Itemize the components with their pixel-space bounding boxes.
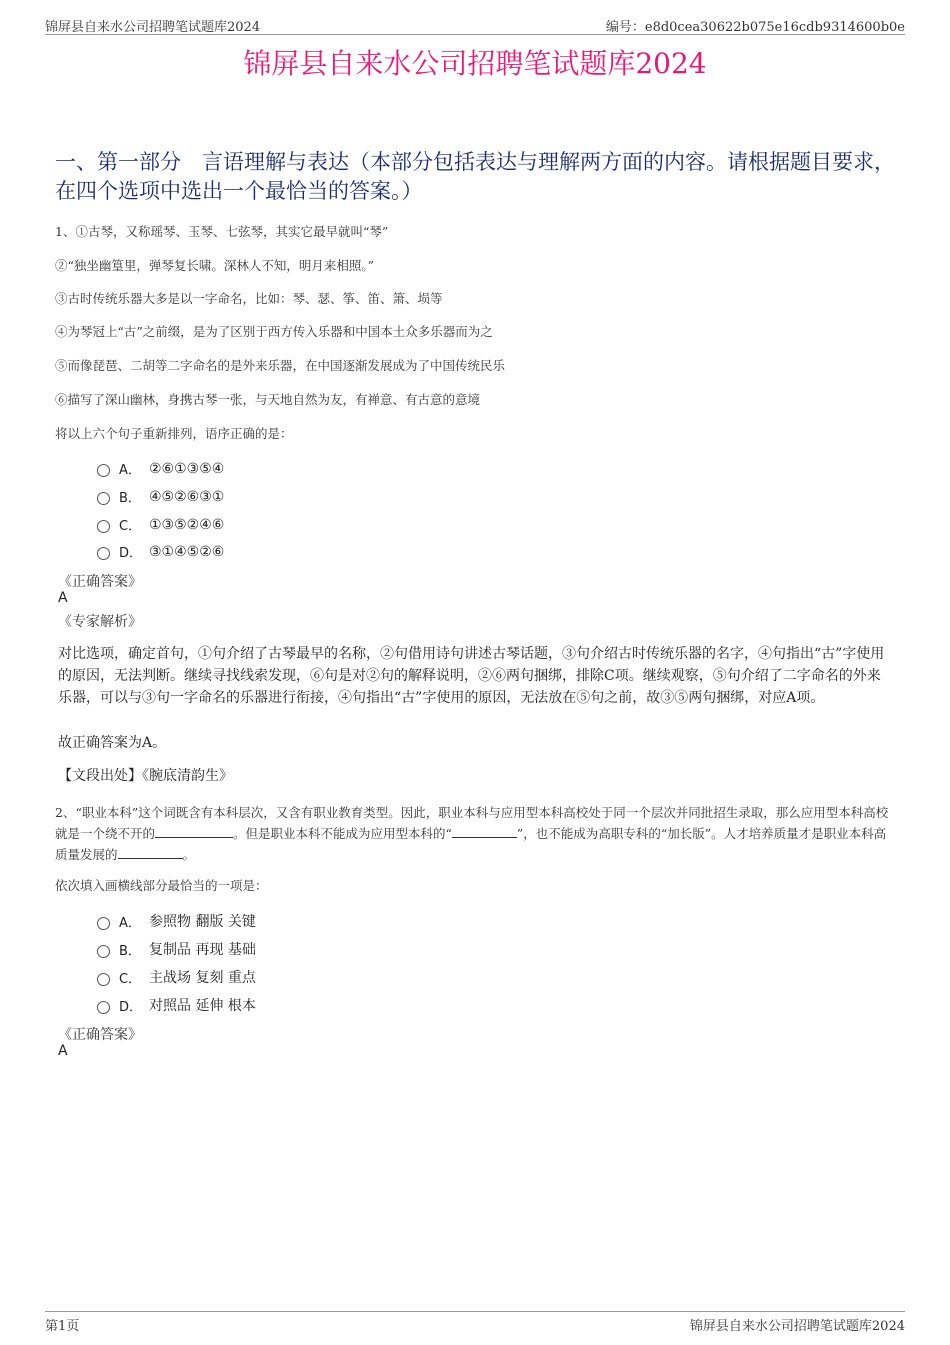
q2-blank-2 [452,827,517,838]
option-letter: A． [119,463,141,478]
q1-source: 【文段出处】《腕底清韵生》 [58,768,233,784]
q1-line-1: 1、①古琴，又称瑶琴、玉琴、七弦琴，其实它最早就叫“琴” [55,224,389,239]
q1-analysis-label: 《专家解析》 [58,614,142,630]
footer-title: 锦屏县自来水公司招聘笔试题库2024 [689,1319,905,1334]
option-letter: C． [119,971,142,987]
radio-icon[interactable] [97,945,110,958]
q1-line-4: ④为琴冠上“古”之前缀，是为了区别于西方传入乐器和中国本土众多乐器而为之 [55,324,493,339]
option-letter: B． [119,491,141,506]
option-letter: D． [119,546,143,561]
option-text: 复制品 再现 基础 [149,942,256,958]
option-text: ④⑤②⑥③① [149,488,225,505]
q2-text-d: 。 [182,847,196,862]
q1-line-5: ⑤而像琵琶、二胡等二字命名的是外来乐器，在中国逐渐发展成为了中国传统民乐 [55,358,506,373]
q2-option-a[interactable] [97,911,256,931]
q1-answer: A [58,590,68,606]
header-title: 锦屏县自来水公司招聘笔试题库2024 [45,20,261,35]
radio-icon[interactable] [97,1001,110,1014]
page-header [45,14,905,35]
section-heading: 一、第一部分 言语理解与表达（本部分包括表达与理解两方面的内容。请根据题目要求，在四个选项中选出一个最恰当的答案。） [55,150,895,203]
q2-answer-label: 《正确答案》 [58,1027,142,1043]
option-letter: B． [119,943,141,959]
q1-option-c[interactable] [97,515,224,534]
q2-option-d[interactable] [97,995,256,1015]
option-text: 主战场 复刻 重点 [149,970,256,986]
radio-icon[interactable] [97,547,110,560]
q1-prompt: 将以上六个句子重新排列，语序正确的是： [55,426,293,441]
page-number: 第1页 [45,1319,80,1334]
page-title: 锦屏县自来水公司招聘笔试题库2024 [243,47,707,80]
page-footer [45,1311,905,1332]
option-text: ③①④⑤②⑥ [149,543,225,560]
option-text: ②⑥①③⑤④ [149,460,225,477]
q2-option-c[interactable] [97,967,256,987]
radio-icon[interactable] [97,973,110,986]
q2-blank-3 [118,848,183,859]
q2-option-b[interactable] [97,939,256,959]
radio-icon[interactable] [97,917,110,930]
option-letter: A． [119,915,141,931]
radio-icon[interactable] [97,464,110,477]
option-text: 对照品 延伸 根本 [149,998,256,1014]
q1-line-6: ⑥描写了深山幽林，身携古琴一张，与天地自然为友，有禅意、有古意的意境 [55,392,481,407]
radio-icon[interactable] [97,520,110,533]
option-text: ①③⑤②④⑥ [149,516,225,533]
q1-line-3: ③古时传统乐器大多是以一字命名，比如：琴、瑟、筝、笛、箫、埙等 [55,291,443,306]
q1-conclusion: 故正确答案为A。 [58,735,167,751]
radio-icon[interactable] [97,492,110,505]
q1-answer-label: 《正确答案》 [58,574,142,590]
option-text: 参照物 翻版 关键 [149,914,256,930]
q2-text-b: 。但是职业本科不能成为应用型本科的“ [233,826,452,841]
q1-option-b[interactable] [97,487,224,506]
option-letter: C． [119,519,142,534]
q2-stem [55,802,895,865]
q2-answer: A [58,1043,68,1059]
q2-blank-1 [155,827,233,838]
q2-text-a: 2、“职业本科”这个词既含有本科层次，又含有职业教育类型。因此，职业本科与应用型本科高校处于同一个层次并同批招生录取，那么应用型本科高校就是一个绕不开的 [55,805,889,841]
q1-option-a[interactable] [97,459,224,478]
option-letter: D． [119,999,143,1015]
q1-analysis: 对比选项，确定首句，①句介绍了古琴最早的名称，②句借用诗句讲述古琴话题，③句介绍古时传统乐器的名字，④句指出“古”字使用的原因，无法判断。继续寻找线索发现，⑥句是对②句的解释说明，②⑥两句捆绑，排除C项。继续观察，⑤句介绍了二字命名的外来乐器，可以与③句一字命名的乐器进行衔接，④句指出“古”字使用的原因，无法放在⑤句之前，故③⑤两句捆绑，对应A项。 [58,646,885,706]
q1-line-2: ②“独坐幽篁里，弹琴复长啸。深林人不知，明月来相照。” [55,258,375,273]
header-doc-id: 编号：e8d0cea30622b075e16cdb9314600b0e [605,20,905,35]
q1-option-d[interactable] [97,542,224,561]
q2-text-c: ”，也不能成为高职专科的“加长版”。人才培养质量才是职业本科高质量发展的 [55,826,887,862]
q2-prompt: 依次填入画横线部分最恰当的一项是： [55,878,268,893]
